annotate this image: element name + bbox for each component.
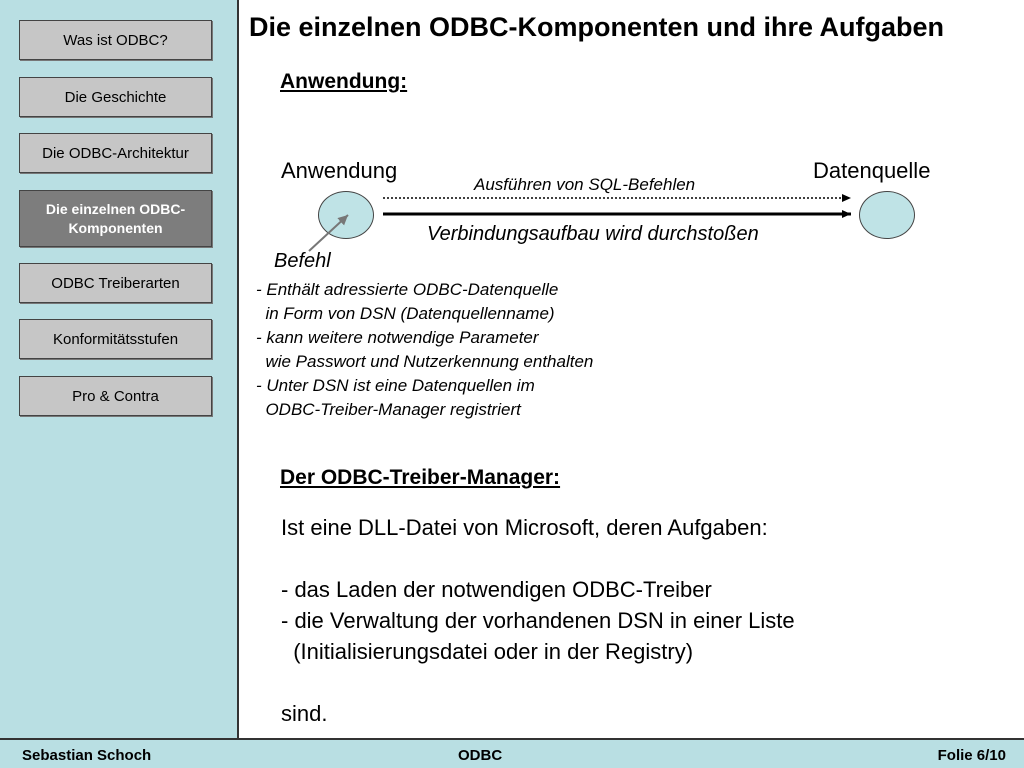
footer-topic: ODBC bbox=[458, 747, 503, 764]
footer-slide-number: Folie 6/10 bbox=[937, 747, 1006, 764]
nav-button-geschichte[interactable]: Die Geschichte bbox=[19, 77, 212, 117]
sql-command-label: Ausführen von SQL-Befehlen bbox=[474, 175, 696, 194]
text-line: (Initialisierungsdatei oder in der Registry) bbox=[281, 639, 694, 664]
list-item: wie Passwort und Nutzerkennung enthalten bbox=[256, 352, 594, 371]
befehl-label: Befehl bbox=[274, 250, 331, 272]
nav-button-komponenten[interactable]: Die einzelnen ODBC- Komponenten bbox=[19, 190, 212, 247]
footer-bar bbox=[0, 738, 1024, 768]
section-heading-anwendung: Anwendung: bbox=[280, 70, 408, 93]
text-line bbox=[281, 543, 795, 574]
anwendung-bullet-list bbox=[256, 278, 593, 422]
treiber-manager-text bbox=[281, 512, 795, 729]
text-line bbox=[281, 667, 795, 698]
befehl-pointer-arrow bbox=[309, 215, 348, 251]
nav-button-konformitaetsstufen[interactable]: Konformitätsstufen bbox=[19, 319, 212, 359]
diagram-label-datenquelle: Datenquelle bbox=[813, 158, 931, 183]
nav-button-pro-contra[interactable]: Pro & Contra bbox=[19, 376, 212, 416]
section-heading-treiber-manager: Der ODBC-Treiber-Manager: bbox=[280, 466, 561, 489]
text-line: Ist eine DLL-Datei von Microsoft, deren Aufgaben: bbox=[281, 515, 768, 540]
nav-button-architektur[interactable]: Die ODBC-Architektur bbox=[19, 133, 212, 173]
text-line: sind. bbox=[281, 701, 328, 726]
list-item: - Enthält adressierte ODBC-Datenquelle bbox=[256, 280, 559, 299]
connection-label: Verbindungsaufbau wird durchstoßen bbox=[427, 223, 759, 245]
list-item: ODBC-Treiber-Manager registriert bbox=[256, 400, 521, 419]
slide-title: Die einzelnen ODBC-Komponenten und ihre Aufgaben bbox=[249, 12, 945, 42]
text-line: - die Verwaltung der vorhandenen DSN in einer Liste bbox=[281, 608, 795, 633]
list-item: - kann weitere notwendige Parameter bbox=[256, 328, 539, 347]
text-line: - das Laden der notwendigen ODBC-Treiber bbox=[281, 577, 712, 602]
nav-button-treiberarten[interactable]: ODBC Treiberarten bbox=[19, 263, 212, 303]
list-item: in Form von DSN (Datenquellenname) bbox=[256, 304, 555, 323]
nav-button-was-ist-odbc[interactable]: Was ist ODBC? bbox=[19, 20, 212, 60]
list-item: - Unter DSN ist eine Datenquellen im bbox=[256, 376, 535, 395]
footer-author: Sebastian Schoch bbox=[22, 747, 152, 764]
diagram-label-anwendung: Anwendung bbox=[281, 158, 398, 183]
